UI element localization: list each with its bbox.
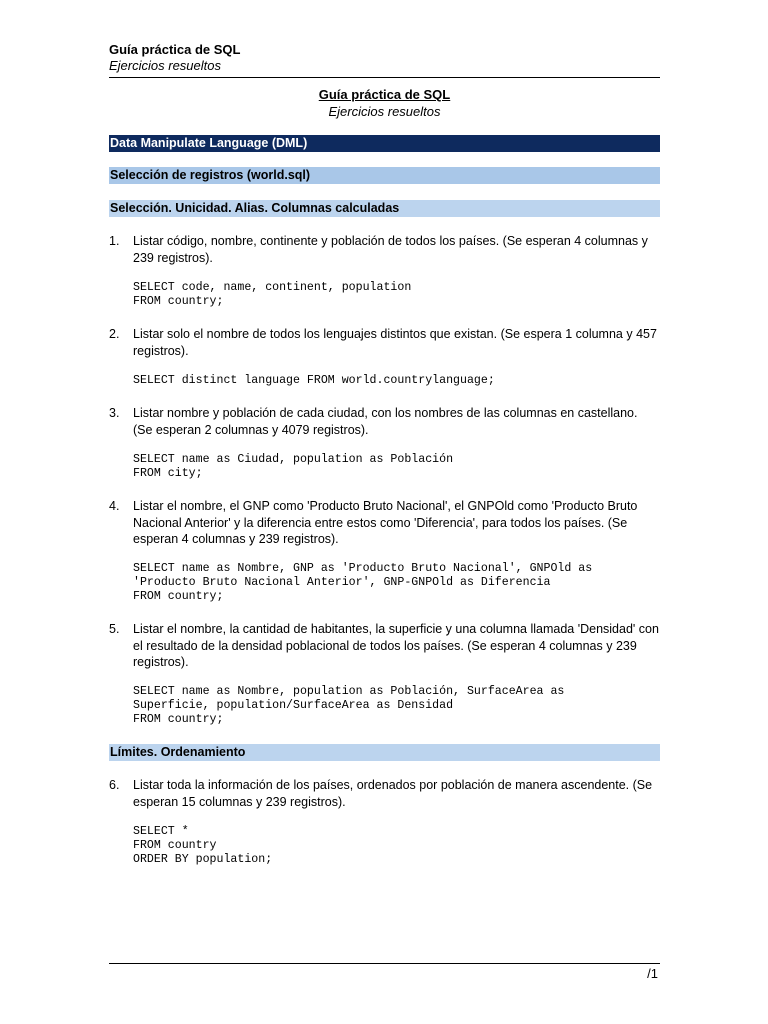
exercise-item (109, 621, 660, 671)
exercise-item (109, 233, 660, 266)
document-title-block (109, 86, 660, 120)
exercise-item (109, 498, 660, 548)
exercise-item (109, 777, 660, 810)
exercise-text: Listar solo el nombre de todos los lenguajes distintos que existan. (Se espera 1 columna y 457 registros). (133, 327, 657, 358)
section-heading-dml: Data Manipulate Language (DML) (109, 135, 660, 152)
exercise-number: 2. (109, 327, 120, 341)
exercise-number: 3. (109, 406, 120, 420)
exercise-item (109, 405, 660, 438)
page-number: /1 (647, 966, 658, 981)
code-block: SELECT * FROM country ORDER BY population; (133, 825, 273, 866)
footer-divider (109, 963, 660, 964)
header-divider (109, 77, 660, 78)
document-title: Guía práctica de SQL (318, 87, 451, 102)
document-subtitle: Ejercicios resueltos (328, 104, 441, 119)
exercise-number: 5. (109, 622, 120, 636)
exercise-text: Listar el nombre, la cantidad de habitantes, la superficie y una columna llamada 'Densidad' con el resultado de la densidad poblacional de todos los países. (Se esperan 4 columnas y 239 registros). (133, 622, 659, 669)
code-block: SELECT code, name, continent, population FROM country; (133, 281, 412, 308)
exercise-number: 6. (109, 778, 120, 792)
exercise-text: Listar toda la información de los países, ordenados por población de manera ascendente. (Se esperan 15 columnas y 239 registros). (133, 778, 653, 809)
section-heading-limites: Límites. Ordenamiento (109, 744, 660, 761)
exercise-text: Listar nombre y población de cada ciudad, con los nombres de las columnas en castellano. (Se esperan 2 columnas y 4079 registros). (133, 406, 638, 437)
section-heading-seleccion-unicidad: Selección. Unicidad. Alias. Columnas calculadas (109, 200, 660, 217)
exercise-number: 1. (109, 234, 120, 248)
code-block: SELECT name as Ciudad, population as Población FROM city; (133, 453, 454, 480)
exercise-item (109, 326, 660, 359)
header-title: Guía práctica de SQL (109, 42, 241, 57)
code-block: SELECT name as Nombre, GNP as 'Producto Bruto Nacional', GNPOld as 'Producto Bruto Nacional Anterior', GNP-GNPOld as Diferencia FROM country; (133, 562, 593, 603)
code-block: SELECT name as Nombre, population as Población, SurfaceArea as Superficie, population/SurfaceArea as Densidad FROM country; (133, 685, 565, 726)
section-heading-seleccion-registros: Selección de registros (world.sql) (109, 167, 660, 184)
exercise-text: Listar el nombre, el GNP como 'Producto Bruto Nacional', el GNPOld como 'Producto Bruto Nacional Anterior' y la diferencia entre estos como 'Diferencia', para todos los países. (Se esperan 4 columnas y 239 registros). (133, 499, 638, 546)
header-subtitle: Ejercicios resueltos (109, 58, 221, 73)
code-block: SELECT distinct language FROM world.countrylanguage; (133, 374, 495, 387)
running-header (109, 42, 660, 74)
exercise-text: Listar código, nombre, continente y población de todos los países. (Se esperan 4 columnas y 239 registros). (133, 234, 648, 265)
exercise-number: 4. (109, 499, 120, 513)
